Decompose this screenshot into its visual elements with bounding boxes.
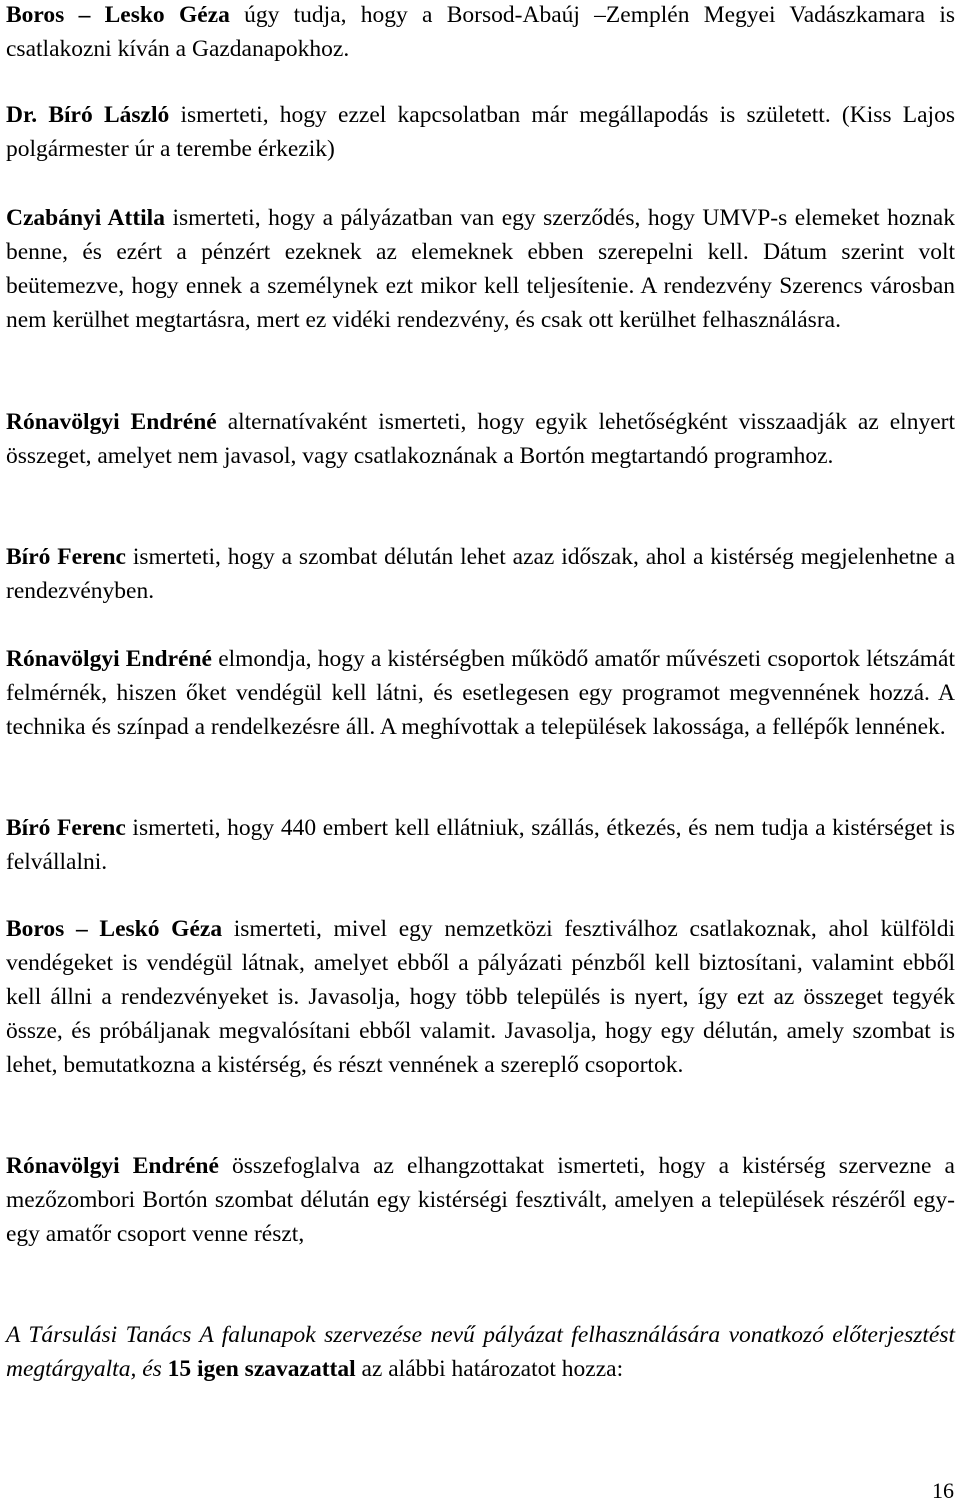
paragraph-text: úgy tudja, hogy a Borsod-Abaúj –Zemplén Megyei Vadászkamara is csatlakozni kíván a Gazdanapokhoz. — [6, 2, 955, 62]
resolution-paragraph — [6, 1318, 955, 1386]
paragraph-text: elmondja, hogy a kistérségben működő amatőr művészeti csoportok létszámát felmérnék, hiszen őket vendégül kell látni, és esetlegesen egy programot megvennének hozzá. A technika és színpad a rendelkezésre áll. A meghívottak a települések lakossága, a fellépők lennének. — [6, 646, 955, 740]
resolution-text: az alábbi határozatot hozza: — [355, 1356, 624, 1382]
speaker-name: Bíró Ferenc — [6, 544, 126, 570]
paragraph-boros-gazdanapok — [6, 0, 955, 66]
speaker-name: Czabányi Attila — [6, 205, 165, 231]
speaker-name: Boros – Lesko Géza — [6, 2, 230, 28]
paragraph-ronavolgyi-csoportok — [6, 642, 955, 744]
paragraph-biro-laszlo — [6, 98, 955, 166]
speaker-name: Boros – Leskó Géza — [6, 916, 223, 942]
paragraph-text: ismerteti, hogy a pályázatban van egy szerződés, hogy UMVP-s elemeket hoznak benne, és ezért a pénzért ezeknek az elemeknek ebben szerepelni kell. Dátum szerint volt beütemezve, hogy ennek a személynek ezt mikor kell teljesítenie. A rendezvény Szerencs városban nem kerülhet megtartásra, mert ez vidéki rendezvény, és csak ott kerülhet felhasználásra. — [6, 205, 955, 333]
speaker-name: Bíró Ferenc — [6, 815, 126, 841]
paragraph-biro-ferenc-440 — [6, 811, 955, 879]
speaker-name: Dr. Bíró László — [6, 102, 170, 128]
resolution-intro: A Társulási Tanács A falunapok szervezése nevű pályázat felhasználására vonatkozó előterjesztést megtárgyalta, és — [6, 1322, 955, 1382]
paragraph-ronavolgyi-alternativa — [6, 405, 955, 473]
page-number: 16 — [932, 1478, 954, 1503]
paragraph-czabanyi-attila — [6, 201, 955, 337]
paragraph-text: ismerteti, hogy 440 embert kell ellátniuk, szállás, étkezés, és nem tudja a kistérséget is felvállalni. — [6, 815, 955, 875]
paragraph-text: alternatívaként ismerteti, hogy egyik lehetőségként visszaadják az elnyert összeget, amelyet nem javasol, vagy csatlakoznának a Bortón megtartandó programhoz. — [6, 409, 955, 469]
speaker-name: Rónavölgyi Endréné — [6, 1153, 219, 1179]
paragraph-ronavolgyi-osszefoglalas — [6, 1149, 955, 1251]
speaker-name: Rónavölgyi Endréné — [6, 646, 212, 672]
paragraph-text: ismerteti, hogy a szombat délután lehet azaz időszak, ahol a kistérség megjelenhetne a rendezvényben. — [6, 544, 955, 604]
paragraph-text: ismerteti, mivel egy nemzetközi fesztiválhoz csatlakoznak, ahol külföldi vendégeket is vendégül látnak, amelyet ebből a pályázati pénzből kell biztosítani, valamint ebből kell állni a rendezvényeket is. Javasolja, hogy több település is nyert, így ezt az összeget tegyék össze, és próbáljanak megvalósítani ebből valamit. Javasolja, hogy egy délután, amely szombat is lehet, bemutatkozna a kistérség, és részt vennének a szereplő csoportok. — [6, 916, 955, 1078]
paragraph-text: összefoglalva az elhangzottakat ismerteti, hogy a kistérség szervezne a mezőzombori Bortón szombat délután egy kistérségi fesztivált, amelyen a települések részéről egy-egy amatőr csoport venne részt, — [6, 1153, 955, 1247]
paragraph-boros-fesztival — [6, 912, 955, 1082]
paragraph-text: ismerteti, hogy ezzel kapcsolatban már megállapodás is született. (Kiss Lajos polgármester úr a terembe érkezik) — [6, 102, 955, 162]
vote-count: 15 igen szavazattal — [167, 1356, 356, 1382]
paragraph-biro-ferenc-szombat — [6, 540, 955, 608]
speaker-name: Rónavölgyi Endréné — [6, 409, 217, 435]
